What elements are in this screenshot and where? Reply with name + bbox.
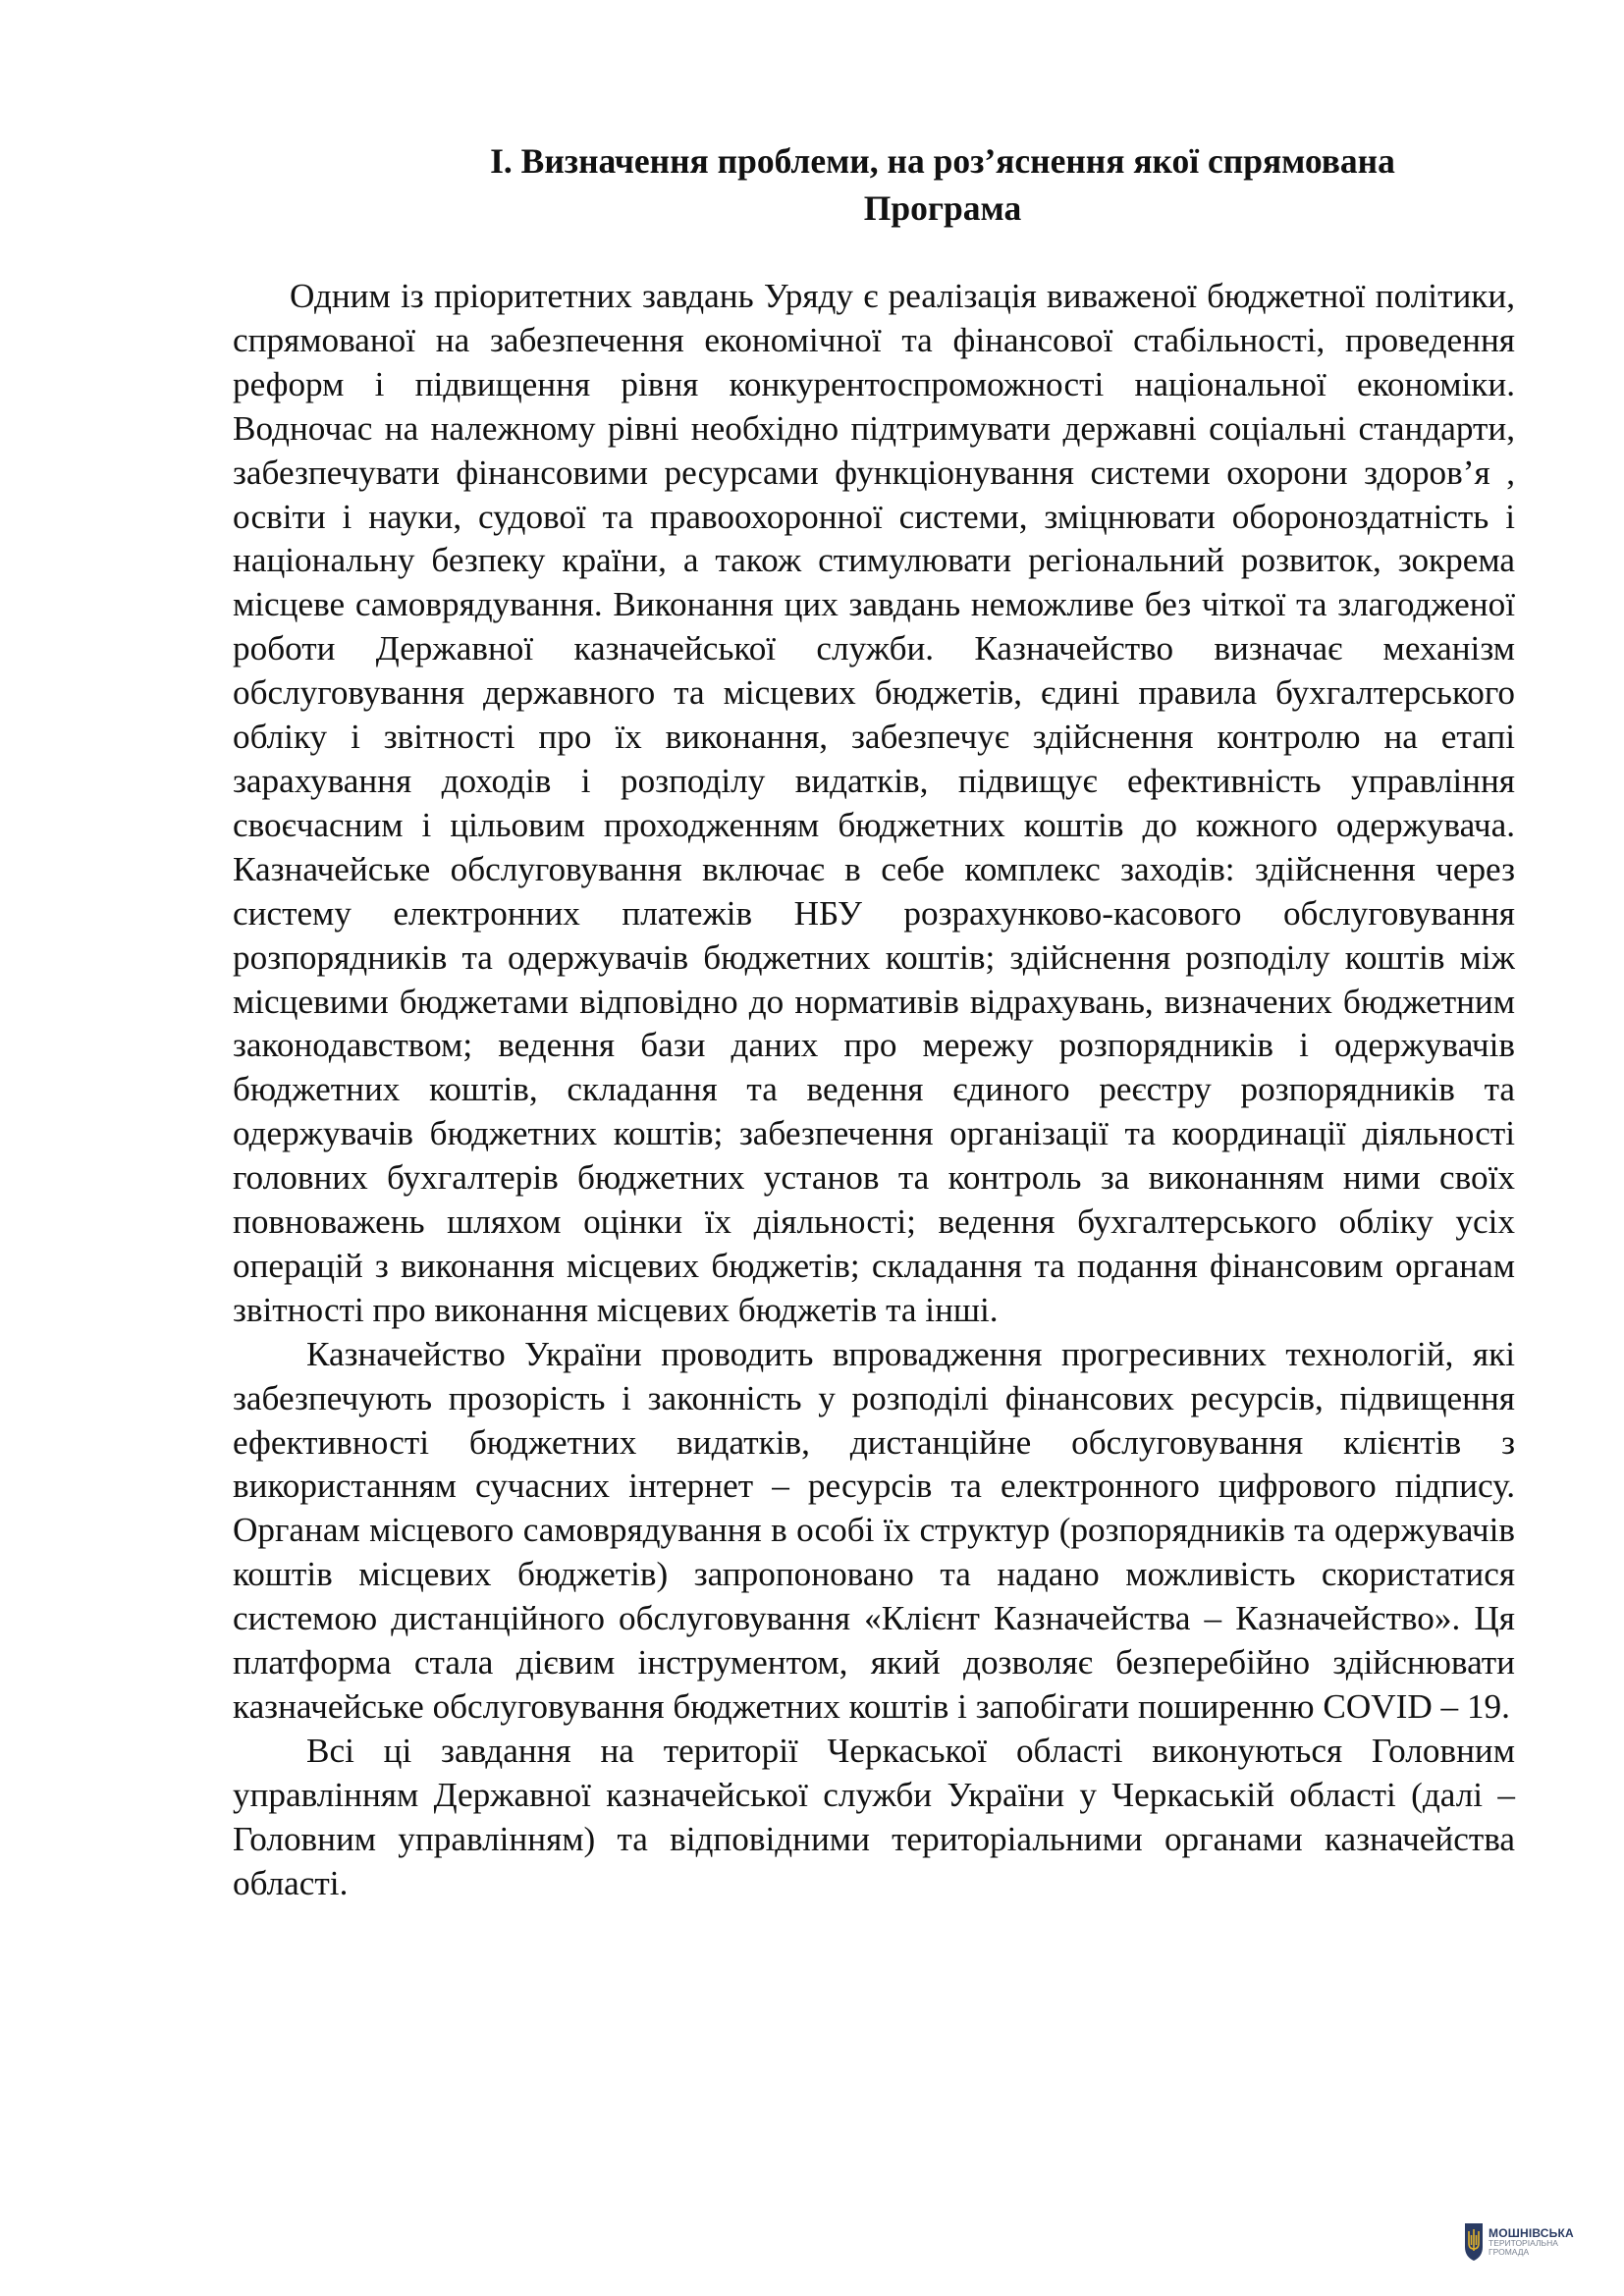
section-heading xyxy=(373,137,1512,232)
watermark-title: МОШНІВСЬКА xyxy=(1489,2225,1574,2240)
heading-line-2: Програма xyxy=(863,188,1022,228)
watermark-subtitle-2: ГРОМАДА xyxy=(1489,2247,1530,2258)
watermark-text xyxy=(1489,2227,1574,2257)
trident-emblem-icon xyxy=(1463,2221,1485,2263)
paragraph-1: Одним із пріоритетних завдань Уряду є реалізація виваженої бюджетної політики, спрямованої на забезпечення економічної та фінансової стабільності, проведення реформ і підвищення рівня конкурентоспроможності національної економіки. Водночас на належному рівні необхідно підтримувати державні соціальні стандарти, забезпечувати фінансовими ресурсами функціонування системи охорони здоров’я , освіти і науки, судової та правоохоронної системи, зміцнювати обороноздатність і національну безпеку країни, а також стимулювати регіональний розвиток, зокрема місцеве самоврядування. Виконання цих завдань неможливе без чіткої та злагодженої роботи Державної казначейської служби. Казначейство визначає механізм обслуговування державного та місцевих бюджетів, єдині правила бухгалтерського обліку і звітності про їх виконання, забезпечує здійснення контролю на етапі зарахування доходів і розподілу видатків, підвищує ефективність управління своєчасним і цільовим проходженням бюджетних коштів до кожного одержувача. Казначейське обслуговування включає в себе комплекс заходів: здійснення через систему електронних платежів НБУ розрахунково-касового обслуговування розпорядників та одержувачів бюджетних коштів; здійснення розподілу коштів між місцевими бюджетами відповідно до нормативів відрахувань, визначених бюджетним законодавством; ведення бази даних про мережу розпорядників і одержувачів бюджетних коштів, складання та ведення єдиного реєстру розпорядників та одержувачів бюджетних коштів; забезпечення організації та координації діяльності головних бухгалтерів бюджетних установ та контроль за виконанням ними своїх повноважень шляхом оцінки їх діяльності; ведення бухгалтерського обліку усіх операцій з виконання місцевих бюджетів; складання та подання фінансовим органам звітності про виконання місцевих бюджетів та інші. xyxy=(233,277,1515,1329)
document-body xyxy=(233,275,1515,1906)
paragraph-2: Казначейство України проводить впровадження прогресивних технологій, які забезпечують прозорість і законність у розподілі фінансових ресурсів, підвищення ефективності бюджетних видатків, дистанційне обслуговування клієнтів з використанням сучасних інтернет – ресурсів та електронного цифрового підпису. Органам місцевого самоврядування в особі їх структур (розпорядників та одержувачів коштів місцевих бюджетів) запропоновано та надано можливість скористатися системою дистанційного обслуговування «Клієнт Казначейства – Казначейство». Ця платформа стала дієвим інструментом, який дозволяє безперебійно здійснювати казначейське обслуговування бюджетних коштів і запобігати поширенню COVID – 19. xyxy=(233,1334,1515,1726)
heading-line-1: І. Визначення проблеми, на роз’яснення якої спрямована xyxy=(490,141,1395,181)
community-watermark xyxy=(1463,2213,1610,2271)
watermark-subtitle-1: ТЕРИТОРІАЛЬНА xyxy=(1489,2238,1558,2249)
paragraph-3: Всі ці завдання на території Черкаської області виконуються Головним управлінням Державної казначейської служби України у Черкаській області (далі – Головним управлінням) та відповідними територіальними органами казначейства області. xyxy=(233,1731,1515,1902)
